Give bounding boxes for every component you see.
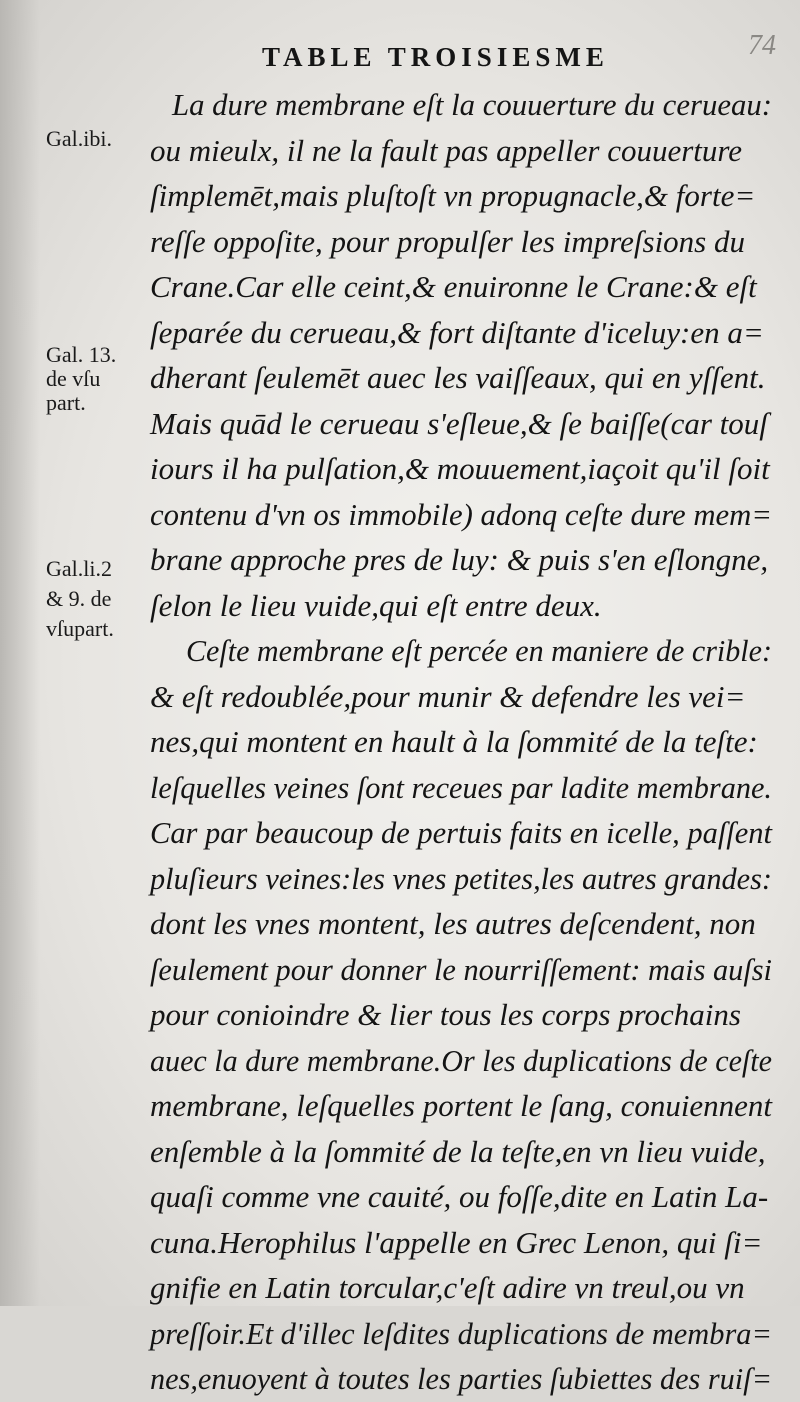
text-line: enſemble à la ſommité de la teſte,en vn lieu vuide, [150,1133,766,1169]
text-line: preſſoir.Et d'illec leſdites duplications de membra= [150,1315,772,1351]
text-line: Car par beaucoup de pertuis faits en icelle, paſſent [150,815,772,850]
text-line: nes,enuoyent à toutes les parties ſubiettes des ruiſ= [150,1361,772,1396]
text-line: contenu d'vn os immobile) adonq ceſte dure mem= [150,496,772,532]
text-line: quaſi comme vne cauité, ou foſſe,dite en Latin La- [150,1179,769,1214]
margin-note-line: Gal. 13. [46,342,117,367]
margin-note-line: Gal.li.2 [46,556,112,581]
text-line: nes,qui montent en hault à la ſommité de la teſte: [150,724,758,759]
margin-note [46,344,156,416]
text-line: Crane.Car elle ceint,& enuironne le Crane:& eſt [150,269,757,304]
text-line: dherant ſeulemēt auec les vaiſſeaux, qui en yſſent. [150,360,766,395]
text-line: ſeulement pour donner le nourriſſement: mais auſsi [150,951,772,987]
text-line: Mais quād le cerueau s'eſleue,& ſe baiſſe(car touſ [150,405,768,441]
text-line: auec la dure membrane.Or les duplications de ceſte [150,1042,772,1078]
margin-note [46,558,156,648]
text-line: pluſieurs veines:les vnes petites,les autres grandes: [150,860,772,896]
text-line: iours il ha pulſation,& mouuement,iaçoit qu'il ſoit [150,451,770,486]
margin-note-line: part. [46,390,86,415]
text-line: & eſt redoublée,pour munir & defendre les vei= [150,678,746,714]
text-line: La dure membrane eſt la couuerture du cerueau: [172,87,772,122]
running-head: TABLE TROISIESME [262,42,609,72]
text-line: brane approche pres de luy: & puis s'en eſlongne, [150,542,769,577]
margin-note-line: & 9. de [46,586,112,611]
text-line: ſeparée du cerueau,& fort diſtante d'iceluy:en a= [150,314,764,350]
text-line: pour conioindre & lier tous les corps prochains [150,997,741,1032]
page-number: 74 [748,30,776,61]
text-line: ſelon le lieu vuide,qui eſt entre deux. [150,587,602,623]
text-line: ou mieulx, il ne la fault pas appeller couuerture [150,132,743,168]
text-line: membrane, leſquelles portent le ſang, conuiennent [150,1088,772,1123]
text-line: gnifie en Latin torcular,c'eſt adire vn treul,ou vn [150,1270,745,1305]
text-line: Ceſte membrane eſt percée en maniere de crible: [186,633,772,668]
text-line: dont les vnes montent, les autres deſcendent, non [150,906,756,941]
gutter-shadow [0,0,40,1306]
text-line: cuna.Herophilus l'appelle en Grec Lenon, qui ſi= [150,1224,763,1260]
margin-note-line: de vſu [46,366,101,391]
margin-note-line: vſupart. [46,616,114,641]
text-line: leſquelles veines ſont receues par ladite membrane. [150,769,772,805]
margin-note-line: Gal.ibi. [46,126,112,151]
text-line: reſſe oppoſite, pour propulſer les impreſsions du [150,223,745,259]
text-line: ſimplemēt,mais pluſtoſt vn propugnacle,& forte= [150,178,756,213]
margin-note [46,128,156,149]
body-text [150,82,772,1402]
